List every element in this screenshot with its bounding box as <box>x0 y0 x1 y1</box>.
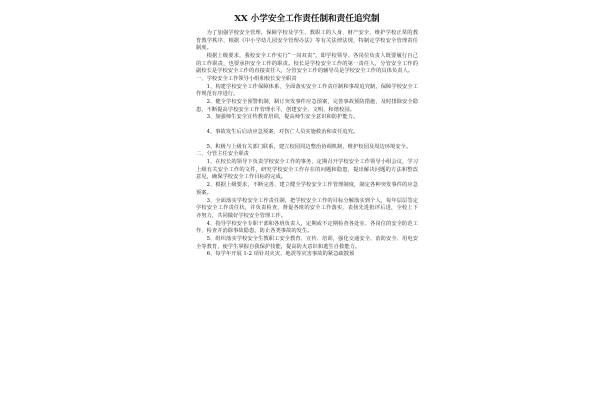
list-item: 6、每学年开展 1-2 项针对火灾、地震等灾害事故的紧急疏散预 <box>206 251 355 258</box>
document-title: XX 小学安全工作责任制和责任追究制 <box>234 14 380 24</box>
document <box>196 14 418 259</box>
document-body <box>196 30 418 259</box>
paragraph-responsibility: 根据上级要求，我校安全工作实行“一岗双责”，即学校领导、各岗位负责人既要履行自己的工作职责，也要承担安全工作的职责。校长是学校安全工作的第一责任人，分管安全工作的副校长是学校安全工作的直接责任人，分管安全工作的辅导员是学校安全工作的具体负责人。 <box>196 52 418 75</box>
list-item: 5、组织落实学校安全生教职工安全教育、宣传、培训，强化交通安全、消防安全、用电安全等教育，使学生掌握自我保护技能，提高防火意识和逃生自救能力。 <box>196 235 418 250</box>
section-heading-director: 二、分管主任安全职责 <box>196 151 249 158</box>
paragraph-intro: 为了加强学校安全管理，保障学校及学生、教职工的人身、财产安全，维护学校正常的教育教学秩序，根据《中小学幼儿园安全管理办法》等有关法律法规，特制定学校安全管理责任制度。 <box>196 30 418 52</box>
list-item: 2、健全学校安全预警机制，制订突发事件应急预案，完善事故预防措施，及时排除安全隐患，不断提高学校安全工作管理水平，创建安全、文明、和谐校园。 <box>196 99 418 113</box>
list-item: 3、全面落实学校安全工作责任制，把学校安全工作的目标分解落实到个人，每年层层签定学校安全工作责任状，并负责检查、督促各班的安全工作落实，表扬先进批评后进，全校上下齐努力，共同做好学校安全管理工作。 <box>196 197 418 219</box>
list-item: 1、构建学校安全工作保障体系，全面落实安全工作责任制和事故追究制，保障学校安全工作规范有序进行。 <box>196 83 418 98</box>
section-heading-leadership: 一、学校安全工作领导小组和校长安全职责 <box>196 75 297 82</box>
list-item: 1、在校长的领导下负责学校安全工作的事务，定期召开学校安全工作领导小组会议，学习上级有关安全工作的文件，研究学校安全工作存在的问题和隐患，提出解决问题的方法和整改意见，确保学校安全工作目标的完成。 <box>196 159 418 181</box>
list-item: 4、事故发生后启动应急预案，对伤亡人员实施救治和责任追究。 <box>206 129 359 136</box>
list-item: 3、加强师生安全宣传教育培训，提高师生安全意识和防护能力。 <box>206 114 359 121</box>
list-item: 2、根据上级要求，不断完善、建立健全学校安全工作管理制度，制定各种突发事件的应急预案。 <box>196 182 418 196</box>
list-item: 5、积极与上级有关部门联系，建立校园周边整治协调机制，维护校园及周边环境安全。 <box>206 143 412 150</box>
list-item: 4、指导学校安全专职干部和各班负责人，定期或不定期检查各处室、各岗位的安全防范工作，检查并消除事故隐患，防止各类事故的发生。 <box>196 220 418 235</box>
